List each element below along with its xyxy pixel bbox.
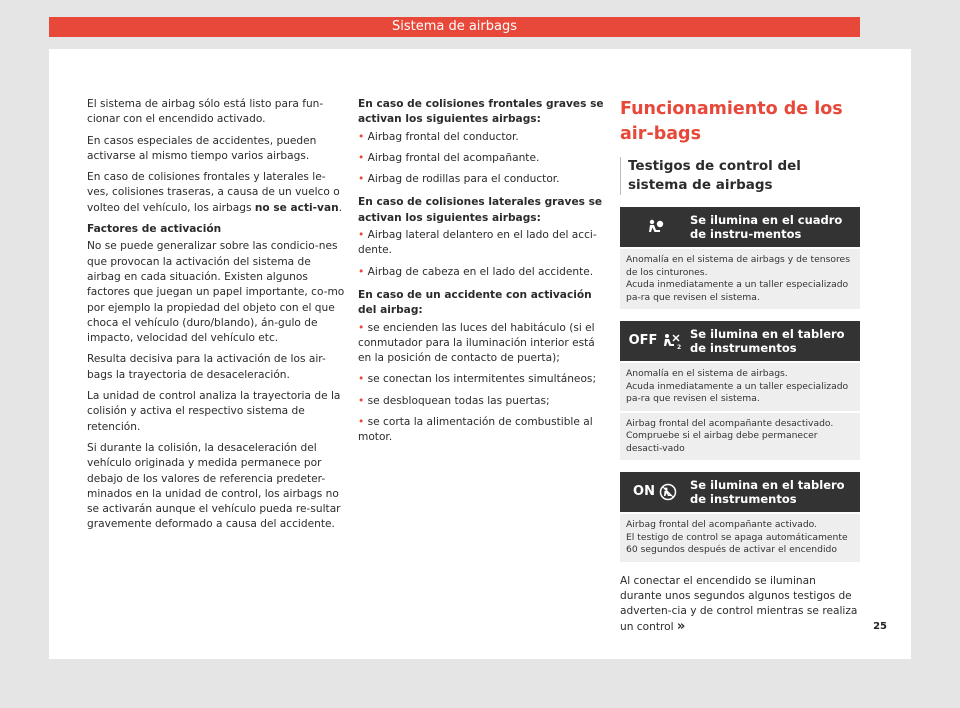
paragraph: La unidad de control analiza la trayectoria de la colisión y activa el respectivo sistema de retención. [87,390,341,433]
warning-title: Se ilumina en el tablero de instrumentos [690,327,845,355]
list-item-text: Airbag frontal del conductor. [367,130,519,143]
page [49,49,911,659]
svg-text:2: 2 [677,344,682,350]
bullet-icon: • [358,373,368,386]
bullet-list [358,228,608,280]
page-number: 25 [873,621,887,632]
warning-title: Se ilumina en el tablero de instrumentos [690,478,845,506]
warning-description: Anomalía en el sistema de airbags. Acuda inmediatamente a un taller especializado pa-ra que revisen el sistema. [620,363,860,411]
list-item [358,130,608,145]
subheading: En caso de colisiones frontales graves se activan los siguientes airbags: [358,98,604,126]
list-item [358,321,608,367]
paragraph: No se puede generalizar sobre las condicio-nes que provocan la activación del sistema de airbag en cada situación. Existen algunos factores que juegan un papel importante, co-mo por ejemplo la propiedad del objeto con el que choca el vehículo (duro/blando), án-gulo de impacto, velocidad del vehículo etc. [87,240,345,345]
emphasis-text: no se acti-van [254,201,339,214]
list-item-text: se encienden las luces del habitáculo (si el conmutador para la iluminación interior está en la posición de contacto de puerta); [358,321,595,365]
warning-header [620,472,860,512]
column-middle [358,97,608,452]
paragraph: En casos especiales de accidentes, pueden activarse al mismo tiempo varios airbags. [87,134,317,162]
bullet-icon: • [358,130,368,143]
bullet-icon: • [358,394,368,407]
airbag-on-icon [620,483,690,501]
list-item-text: Airbag frontal del acompañante. [367,151,540,164]
paragraph: El sistema de airbag sólo está listo para fun-cionar con el encendido activado. [87,98,324,126]
header-title: Sistema de airbags [391,19,518,34]
list-item [358,151,608,166]
bullet-icon: • [358,265,368,278]
list-item-text: Airbag de cabeza en el lado del accidente. [367,265,594,278]
bullet-icon: • [358,229,368,242]
airbag-off-icon [620,332,690,350]
text: En caso de colisiones frontales y laterales le-ves, colisiones traseras, a causa de un vuelco o volteo del vehículo, los airbags [87,171,340,214]
bullet-icon: • [358,151,368,164]
text: . [338,201,343,214]
subheading: En caso de colisiones laterales graves se activan los siguientes airbags: [358,196,603,224]
warning-description: Airbag frontal del acompañante desactivado. Compruebe si el airbag debe permanecer desacti-vado [620,413,860,461]
bullet-icon: • [358,416,368,429]
list-item [358,372,608,387]
list-item-text: Airbag de rodillas para el conductor. [367,173,560,186]
warning-box-airbag [620,207,860,309]
paragraph [87,170,345,216]
warning-description: Anomalía en el sistema de airbags y de tensores de los cinturones. Acuda inmediatamente a un taller especializado pa-ra que revisen el sistema. [620,249,860,309]
column-left [87,97,345,539]
paragraph: Si durante la colisión, la desaceleración del vehículo originada y medida permanece por debajo de los valores de referencia predeter-minados en la unidad de control, los airbags no se activarán aunque el vehículo pueda re-sultar gravemente deformado a causa del accidente. [87,441,341,531]
bullet-icon: • [358,173,368,186]
warning-box-airbag-on [620,472,860,562]
list-item-text: se corta la alimentación de combustible al motor. [358,416,593,444]
section-title: Funcionamiento de los air-bags [620,99,843,144]
list-item-text: se conectan los intermitentes simultáneos; [367,373,597,386]
bullet-list [358,321,608,446]
list-item [358,415,608,446]
icon-label: ON [633,484,655,500]
paragraph [620,574,860,636]
continue-arrow-icon: » [676,619,686,635]
section-subtitle: Testigos de control del sistema de airbags [620,157,860,195]
warning-title: Se ilumina en el cuadro de instru-mentos [690,213,843,241]
text: Al conectar el encendido se iluminan durante unos segundos algunos testigos de adverten-cia y de control mientras se realiza un control [620,574,858,634]
bullet-list [358,130,608,188]
paragraph: Resulta decisiva para la activación de los air-bags la trayectoria de desaceleración. [87,353,326,381]
subheading: Factores de activación [87,223,222,236]
warning-description: Airbag frontal del acompañante activado. El testigo de control se apaga automáticamente 60 segundos después de activar el encendido [620,514,860,562]
column-right [620,97,860,636]
list-item [358,228,608,259]
warning-header [620,321,860,361]
icon-label: OFF [628,333,658,349]
list-item [358,265,608,280]
list-item-text: Airbag lateral delantero en el lado del acci-dente. [358,229,597,257]
header-bar [49,17,860,37]
list-item [358,394,608,409]
airbag-warning-icon [620,218,690,236]
list-item [358,172,608,187]
list-item-text: se desbloquean todas las puertas; [367,394,550,407]
warning-header [620,207,860,247]
bullet-icon: • [358,321,368,334]
warning-box-airbag-off [620,321,860,460]
subheading: En caso de un accidente con activación del airbag: [358,288,592,317]
